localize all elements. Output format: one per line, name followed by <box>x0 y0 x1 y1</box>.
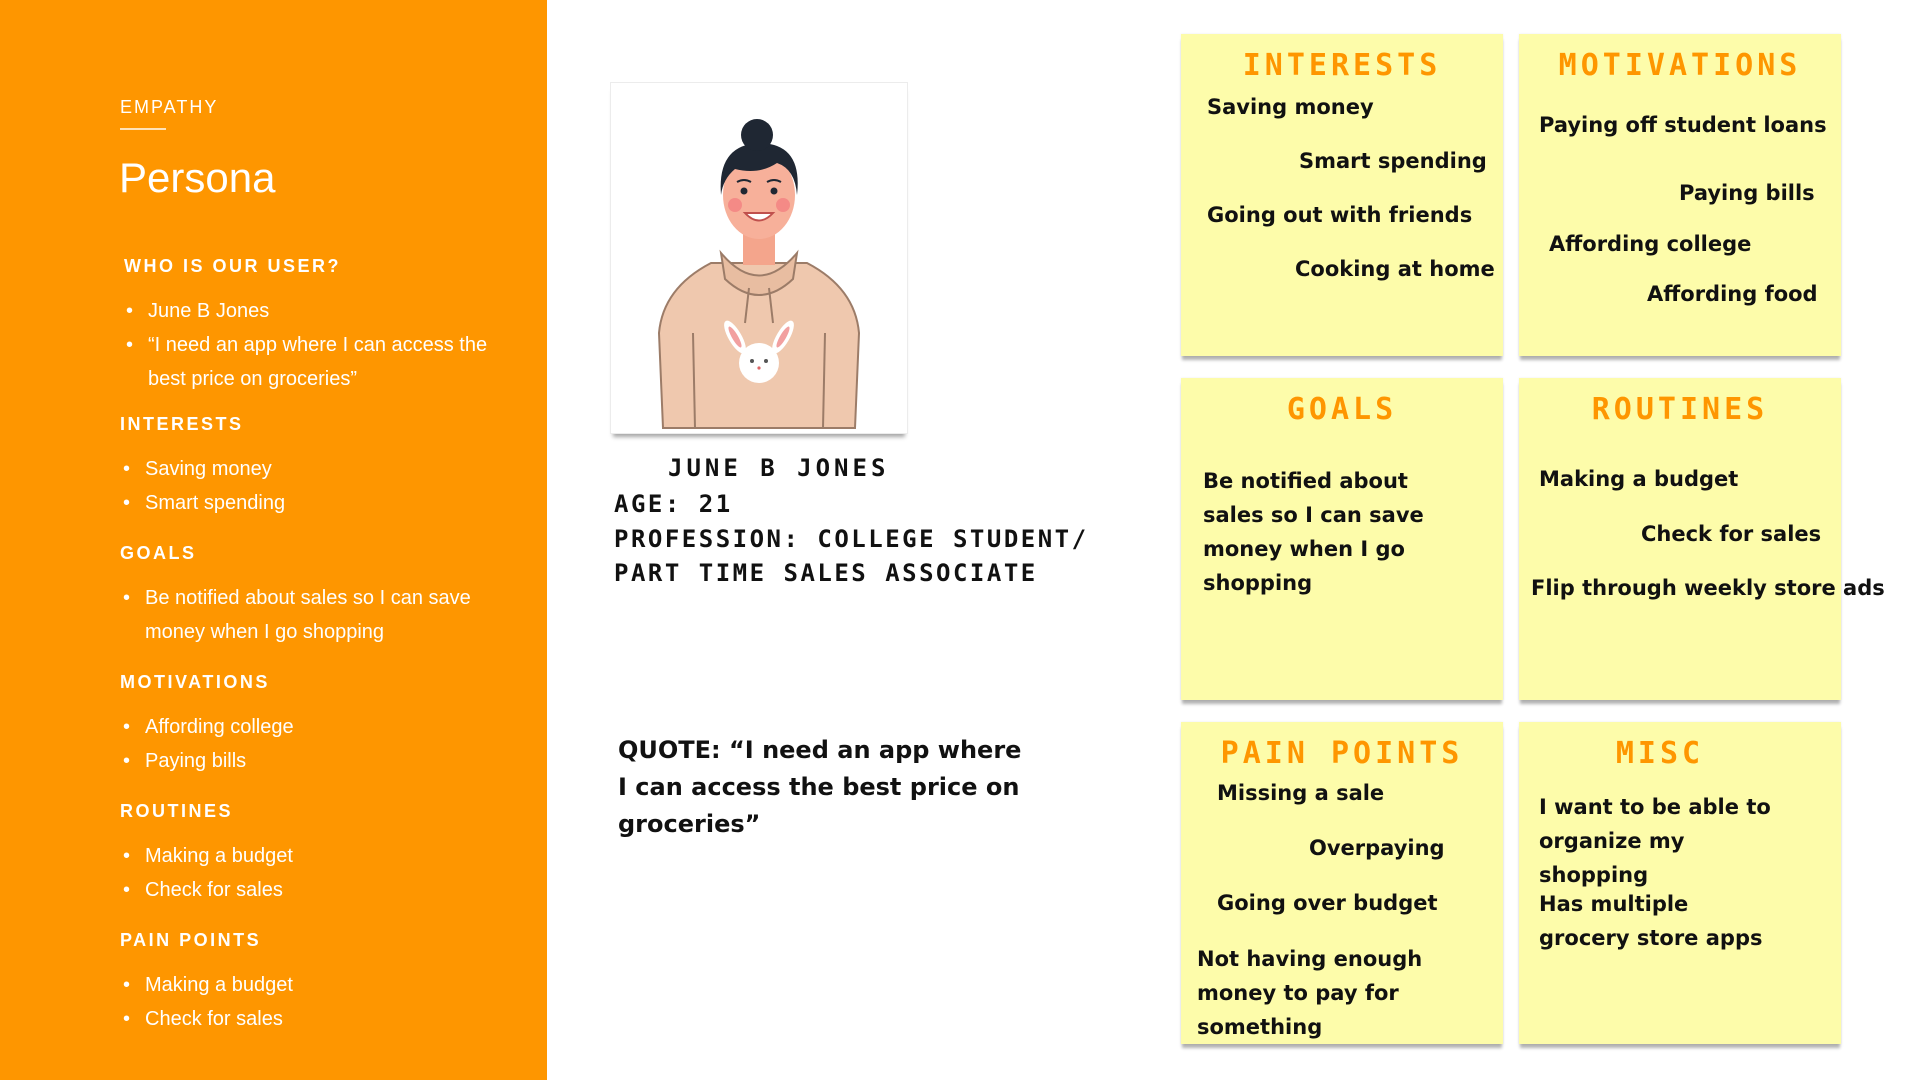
persona-photo <box>610 82 908 434</box>
section-kicker: EMPATHY <box>120 97 219 117</box>
who-item-name: • June B Jones <box>148 294 518 328</box>
note-item: Affording college <box>1549 232 1752 256</box>
note-item: I want to be able to organize my shopping <box>1539 795 1771 887</box>
note-item: Making a budget <box>1539 467 1739 491</box>
note-title: PAIN POINTS <box>1220 736 1464 771</box>
note-item: Smart spending <box>1299 149 1487 173</box>
note-item: Saving money <box>1207 95 1374 119</box>
note-routines <box>1519 378 1885 700</box>
note-item: Be notified about sales so I can save money when I go shopping <box>1203 469 1424 595</box>
note-motivations <box>1519 34 1841 356</box>
note-item: Check for sales <box>1641 522 1822 546</box>
note-title: MOTIVATIONS <box>1558 48 1802 83</box>
note-item: Cooking at home <box>1295 257 1495 281</box>
interests-item: • Saving money <box>145 452 515 486</box>
note-misc <box>1519 722 1841 1044</box>
persona-profession-line2: PART TIME SALES ASSOCIATE <box>614 559 1038 587</box>
note-item: Going out with friends <box>1207 203 1473 227</box>
kicker-divider <box>120 128 166 130</box>
note-item: Going over budget <box>1217 891 1438 915</box>
interests-heading: INTERESTS <box>120 414 244 434</box>
note-item: Paying bills <box>1679 181 1815 205</box>
note-item: Flip through weekly store ads <box>1531 576 1885 600</box>
routines-item: • Check for sales <box>145 873 515 907</box>
note-title: INTERESTS <box>1242 48 1442 83</box>
persona-name: JUNE B JONES <box>668 454 890 482</box>
note-item: Not having enough money to pay for something <box>1197 947 1423 1039</box>
persona-quote: QUOTE: “I need an app where I can access the best price on groceries” <box>618 736 1022 838</box>
persona-illustration <box>611 83 907 433</box>
persona-profession-line1: PROFESSION: COLLEGE STUDENT/ <box>614 525 1089 553</box>
pain-points-item: • Making a budget <box>145 968 515 1002</box>
routines-item: • Making a budget <box>145 839 515 873</box>
interests-item: • Smart spending <box>145 486 515 520</box>
persona-age: AGE: 21 <box>614 490 733 518</box>
note-title: GOALS <box>1286 392 1398 427</box>
note-item: Affording food <box>1647 282 1818 306</box>
sidebar <box>0 0 547 1080</box>
who-heading: WHO IS OUR USER? <box>124 256 342 276</box>
note-interests <box>1181 34 1503 356</box>
motivations-item: • Paying bills <box>145 744 515 778</box>
note-item: Has multiple grocery store apps <box>1539 892 1763 950</box>
note-goals <box>1181 378 1503 700</box>
goals-heading: GOALS <box>120 543 197 563</box>
pain-points-heading: PAIN POINTS <box>120 930 262 950</box>
routines-heading: ROUTINES <box>120 801 234 821</box>
motivations-item: • Affording college <box>145 710 515 744</box>
note-title: ROUTINES <box>1591 392 1769 427</box>
note-pain-points <box>1181 722 1503 1044</box>
note-item: Paying off student loans <box>1539 113 1827 137</box>
note-item: Missing a sale <box>1217 781 1385 805</box>
pain-points-item: • Check for sales <box>145 1002 515 1036</box>
goals-item: • Be notified about sales so I can save money when I go shopping <box>145 581 495 649</box>
page-title: Persona <box>119 154 276 201</box>
note-title: MISC <box>1615 736 1705 771</box>
motivations-heading: MOTIVATIONS <box>120 672 270 692</box>
who-item-quote: • “I need an app where I can access the best price on groceries” <box>148 328 508 396</box>
note-item: Overpaying <box>1309 836 1445 860</box>
